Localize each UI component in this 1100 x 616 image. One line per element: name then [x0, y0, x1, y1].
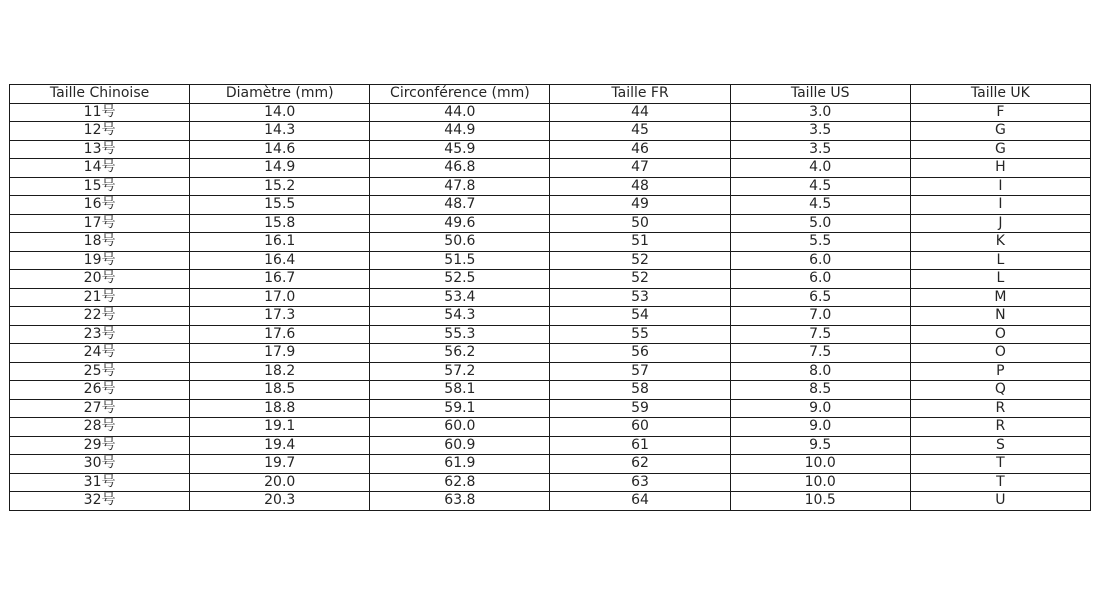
- table-cell: 52.5: [370, 270, 550, 289]
- table-row: [10, 418, 1091, 437]
- table-cell: 9.5: [730, 436, 910, 455]
- table-cell: N: [910, 307, 1090, 326]
- table-cell: 60: [550, 418, 730, 437]
- table-cell: 7.5: [730, 325, 910, 344]
- table-cell: 9.0: [730, 418, 910, 437]
- table-cell: 6.5: [730, 288, 910, 307]
- table-cell: 55: [550, 325, 730, 344]
- table-cell: 25号: [10, 362, 190, 381]
- table-cell: 20.0: [190, 473, 370, 492]
- column-header: Diamètre (mm): [190, 85, 370, 104]
- table-row: [10, 196, 1091, 215]
- table-cell: P: [910, 362, 1090, 381]
- table-cell: 26号: [10, 381, 190, 400]
- table-cell: 4.0: [730, 159, 910, 178]
- table-row: [10, 159, 1091, 178]
- table-cell: 17号: [10, 214, 190, 233]
- table-cell: 47.8: [370, 177, 550, 196]
- table-cell: Q: [910, 381, 1090, 400]
- table-cell: 56: [550, 344, 730, 363]
- table-row: [10, 270, 1091, 289]
- table-cell: 4.5: [730, 177, 910, 196]
- table-cell: 4.5: [730, 196, 910, 215]
- table-row: [10, 399, 1091, 418]
- table-cell: 60.0: [370, 418, 550, 437]
- table-cell: 31号: [10, 473, 190, 492]
- table-cell: 11号: [10, 103, 190, 122]
- table-cell: 53.4: [370, 288, 550, 307]
- table-cell: M: [910, 288, 1090, 307]
- table-cell: 16.1: [190, 233, 370, 252]
- table-row: [10, 214, 1091, 233]
- table-cell: S: [910, 436, 1090, 455]
- table-cell: 19.1: [190, 418, 370, 437]
- table-cell: 28号: [10, 418, 190, 437]
- table-cell: 29号: [10, 436, 190, 455]
- table-row: [10, 122, 1091, 141]
- table-cell: G: [910, 122, 1090, 141]
- table-cell: 10.0: [730, 473, 910, 492]
- table-cell: 51.5: [370, 251, 550, 270]
- table-cell: O: [910, 325, 1090, 344]
- table-cell: 48.7: [370, 196, 550, 215]
- table-cell: 3.5: [730, 122, 910, 141]
- table-cell: 46: [550, 140, 730, 159]
- table-cell: G: [910, 140, 1090, 159]
- table-cell: 14号: [10, 159, 190, 178]
- table-cell: 3.5: [730, 140, 910, 159]
- table-cell: 6.0: [730, 251, 910, 270]
- table-cell: 55.3: [370, 325, 550, 344]
- table-cell: 19号: [10, 251, 190, 270]
- table-cell: 57: [550, 362, 730, 381]
- table-row: [10, 233, 1091, 252]
- table-cell: 3.0: [730, 103, 910, 122]
- table-cell: K: [910, 233, 1090, 252]
- table-cell: L: [910, 270, 1090, 289]
- table-cell: 54.3: [370, 307, 550, 326]
- table-cell: 50: [550, 214, 730, 233]
- table-cell: 17.6: [190, 325, 370, 344]
- table-row: [10, 492, 1091, 511]
- table-row: [10, 288, 1091, 307]
- table-cell: 49: [550, 196, 730, 215]
- table-row: [10, 251, 1091, 270]
- table-cell: 57.2: [370, 362, 550, 381]
- table-cell: 18号: [10, 233, 190, 252]
- table-cell: 56.2: [370, 344, 550, 363]
- table-cell: 7.0: [730, 307, 910, 326]
- table-cell: T: [910, 473, 1090, 492]
- table-cell: 44: [550, 103, 730, 122]
- table-cell: 58: [550, 381, 730, 400]
- table-cell: 32号: [10, 492, 190, 511]
- table-cell: 62.8: [370, 473, 550, 492]
- table-cell: 60.9: [370, 436, 550, 455]
- table-cell: 10.5: [730, 492, 910, 511]
- table-cell: 17.9: [190, 344, 370, 363]
- table-cell: 62: [550, 455, 730, 474]
- table-cell: 49.6: [370, 214, 550, 233]
- table-cell: 45.9: [370, 140, 550, 159]
- table-cell: 18.5: [190, 381, 370, 400]
- table-cell: 15号: [10, 177, 190, 196]
- table-cell: 20.3: [190, 492, 370, 511]
- column-header: Taille Chinoise: [10, 85, 190, 104]
- table-cell: O: [910, 344, 1090, 363]
- table-row: [10, 436, 1091, 455]
- table-row: [10, 325, 1091, 344]
- column-header: Circonférence (mm): [370, 85, 550, 104]
- table-cell: 63: [550, 473, 730, 492]
- table-cell: 52: [550, 270, 730, 289]
- table-cell: 8.5: [730, 381, 910, 400]
- table-cell: I: [910, 196, 1090, 215]
- table-cell: 20号: [10, 270, 190, 289]
- table-cell: 52: [550, 251, 730, 270]
- table-cell: J: [910, 214, 1090, 233]
- table-cell: F: [910, 103, 1090, 122]
- table-cell: 14.0: [190, 103, 370, 122]
- table-cell: 18.2: [190, 362, 370, 381]
- table-cell: 6.0: [730, 270, 910, 289]
- table-cell: 9.0: [730, 399, 910, 418]
- table-cell: 14.6: [190, 140, 370, 159]
- table-cell: 14.3: [190, 122, 370, 141]
- table-cell: 10.0: [730, 455, 910, 474]
- table-cell: 44.9: [370, 122, 550, 141]
- table-cell: 16号: [10, 196, 190, 215]
- table-cell: 16.4: [190, 251, 370, 270]
- table-cell: 7.5: [730, 344, 910, 363]
- table-cell: 45: [550, 122, 730, 141]
- table-cell: 46.8: [370, 159, 550, 178]
- table-cell: 12号: [10, 122, 190, 141]
- header-row: [10, 85, 1091, 104]
- table-cell: 30号: [10, 455, 190, 474]
- table-cell: 61.9: [370, 455, 550, 474]
- table-cell: 5.5: [730, 233, 910, 252]
- table-cell: 8.0: [730, 362, 910, 381]
- table-cell: T: [910, 455, 1090, 474]
- table-row: [10, 307, 1091, 326]
- table-body: [10, 103, 1091, 510]
- table-cell: U: [910, 492, 1090, 511]
- table-row: [10, 381, 1091, 400]
- table-cell: 16.7: [190, 270, 370, 289]
- table-cell: 21号: [10, 288, 190, 307]
- table-row: [10, 177, 1091, 196]
- table-cell: 48: [550, 177, 730, 196]
- table-cell: 14.9: [190, 159, 370, 178]
- table-cell: L: [910, 251, 1090, 270]
- table-row: [10, 140, 1091, 159]
- table-cell: 23号: [10, 325, 190, 344]
- table-cell: 44.0: [370, 103, 550, 122]
- table-cell: 19.7: [190, 455, 370, 474]
- table-cell: 59: [550, 399, 730, 418]
- table-cell: 53: [550, 288, 730, 307]
- column-header: Taille US: [730, 85, 910, 104]
- table-cell: 59.1: [370, 399, 550, 418]
- table-cell: 13号: [10, 140, 190, 159]
- table-cell: R: [910, 418, 1090, 437]
- table-row: [10, 103, 1091, 122]
- table-cell: H: [910, 159, 1090, 178]
- table-row: [10, 344, 1091, 363]
- table-cell: I: [910, 177, 1090, 196]
- table-cell: 50.6: [370, 233, 550, 252]
- table-row: [10, 455, 1091, 474]
- table-cell: 5.0: [730, 214, 910, 233]
- ring-size-table: [9, 84, 1091, 511]
- table-cell: 54: [550, 307, 730, 326]
- table-cell: 19.4: [190, 436, 370, 455]
- table-cell: 64: [550, 492, 730, 511]
- table-cell: R: [910, 399, 1090, 418]
- table-cell: 27号: [10, 399, 190, 418]
- table-cell: 15.2: [190, 177, 370, 196]
- table-cell: 18.8: [190, 399, 370, 418]
- column-header: Taille FR: [550, 85, 730, 104]
- table-cell: 17.3: [190, 307, 370, 326]
- table-cell: 24号: [10, 344, 190, 363]
- table-row: [10, 362, 1091, 381]
- table-cell: 51: [550, 233, 730, 252]
- table-cell: 17.0: [190, 288, 370, 307]
- table-cell: 47: [550, 159, 730, 178]
- table-cell: 63.8: [370, 492, 550, 511]
- column-header: Taille UK: [910, 85, 1090, 104]
- table-cell: 58.1: [370, 381, 550, 400]
- table-row: [10, 473, 1091, 492]
- table-cell: 15.8: [190, 214, 370, 233]
- table-cell: 61: [550, 436, 730, 455]
- table-cell: 22号: [10, 307, 190, 326]
- table-cell: 15.5: [190, 196, 370, 215]
